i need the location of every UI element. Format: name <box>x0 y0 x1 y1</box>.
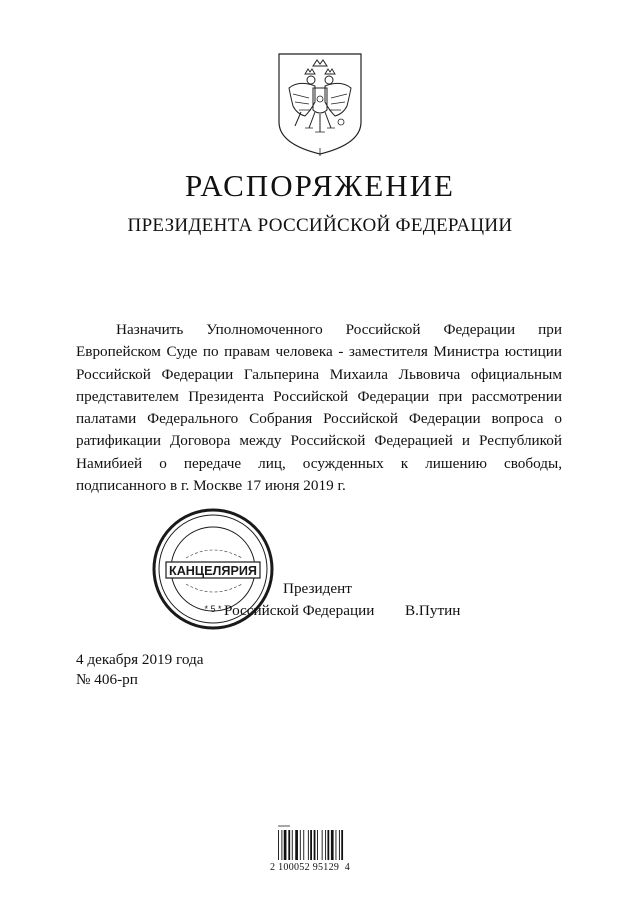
document-number: № 406-рп <box>76 671 138 688</box>
barcode-bar <box>310 830 312 860</box>
decree-text: Назначить Уполномоченного Российской Федерации при Европейском Суде по правам человека - заместителя Министра юстиции Российской Федерации Гальперина Михаила Львовича официальным представителем Президента Российской Федерации при рассмотрении палатами Федерального Собрания Российской Федерации вопроса о ратификации Договора между Российской Федерацией и Республикой Намибией о передаче лиц, осужденных к лишению свободы, подписанного в г. Москве 17 июня 2019 г. <box>76 321 562 495</box>
barcode-bar <box>288 830 290 860</box>
document-title: РАСПОРЯЖЕНИЕ <box>185 168 455 203</box>
document-subtitle: ПРЕЗИДЕНТА РОССИЙСКОЙ ФЕДЕРАЦИИ <box>127 215 513 236</box>
barcode-bar <box>339 830 340 860</box>
barcode-bar <box>300 830 301 860</box>
signatory-title: Президент <box>283 580 352 597</box>
signatory-name: В.Путин <box>405 602 461 619</box>
barcode-bar <box>308 830 309 860</box>
barcode-bar <box>303 830 304 860</box>
barcode-bar <box>325 830 326 860</box>
barcode-bar <box>331 830 334 860</box>
barcode-bar <box>336 830 337 860</box>
barcode-bar <box>284 830 287 860</box>
stamp-number: * 5 * <box>204 604 222 614</box>
barcode-icon <box>276 822 366 862</box>
barcode-bar <box>281 830 282 860</box>
barcode-number: 2 100052 95129 4 <box>270 862 351 873</box>
barcode-bar <box>292 830 293 860</box>
barcode-bar <box>314 830 316 860</box>
document-date: 4 декабря 2019 года <box>76 651 204 668</box>
coat-of-arms-icon <box>275 52 365 156</box>
signatory-organization: Российской Федерации <box>224 602 375 619</box>
stamp-center-text: КАНЦЕЛЯРИЯ <box>169 563 257 578</box>
barcode-bar <box>278 830 279 860</box>
barcode-bar <box>295 830 298 860</box>
barcode-bar <box>322 830 323 860</box>
barcode-bar <box>341 830 343 860</box>
barcode-bar <box>327 830 329 860</box>
barcode-bar <box>317 830 318 860</box>
